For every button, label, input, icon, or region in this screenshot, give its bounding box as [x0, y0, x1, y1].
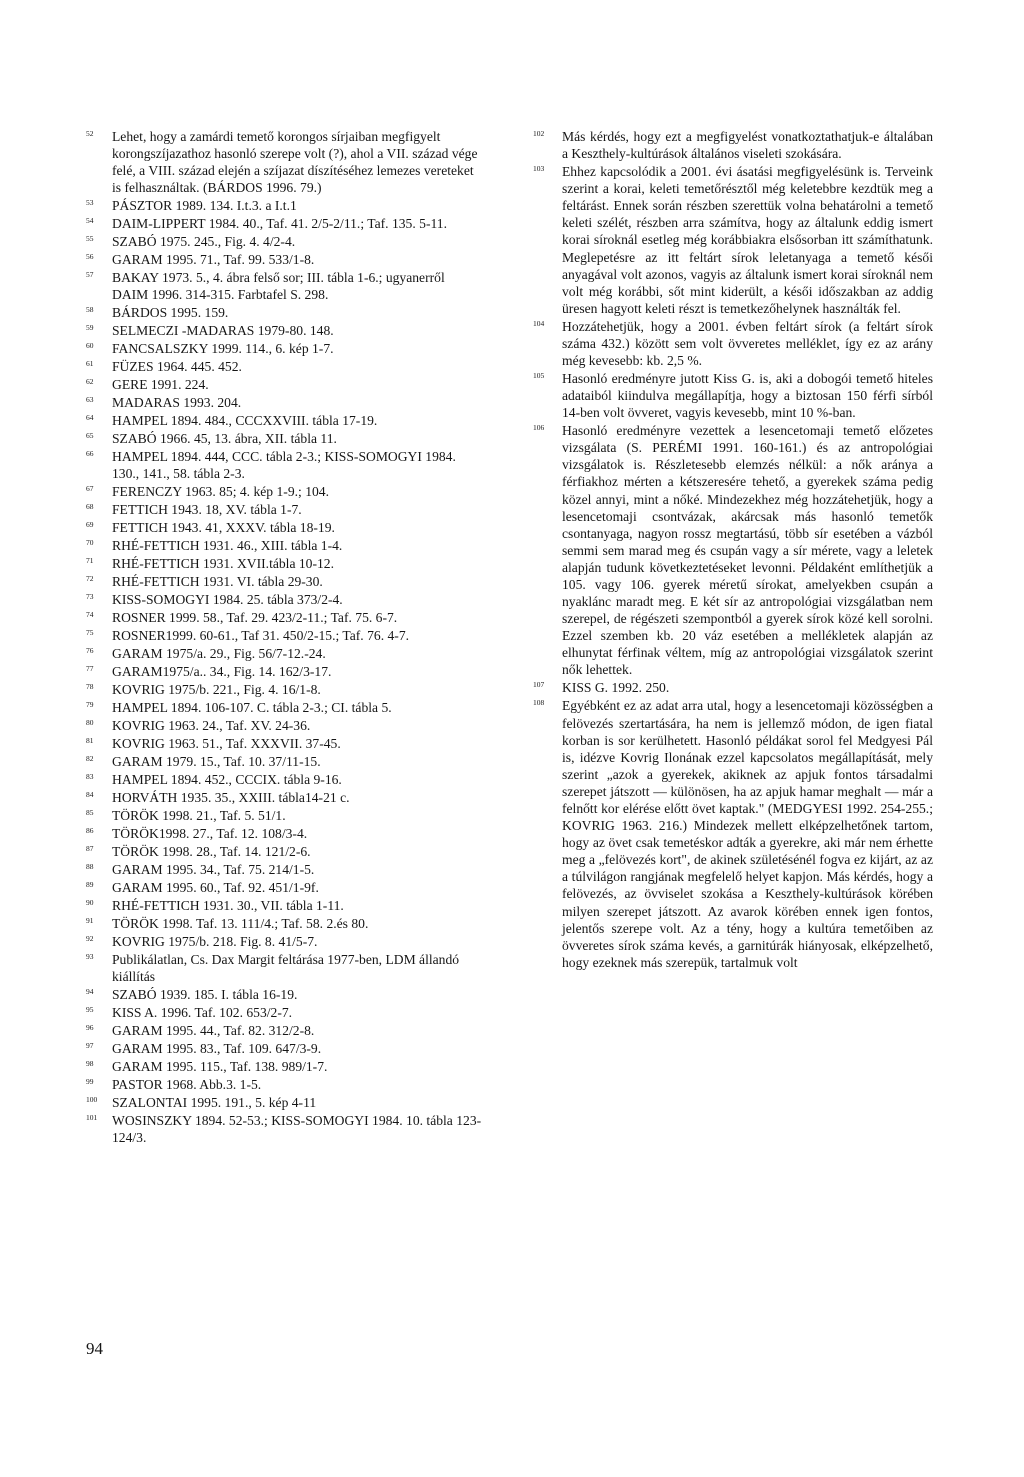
page-number: 94	[86, 1339, 103, 1358]
footnote-number: 100	[86, 1094, 98, 1104]
footnote-number: 72	[86, 574, 94, 584]
footnote	[86, 340, 484, 357]
footnote-number: 63	[86, 395, 94, 405]
footnote	[86, 645, 484, 662]
footnote-number: 98	[86, 1058, 94, 1068]
footnote-number: 88	[86, 861, 94, 871]
footnote-text: WOSINSZKY 1894. 52-53.; KISS-SOMOGYI 1984. 10. tábla 123-124/3.	[112, 1112, 482, 1145]
footnote-number: 85	[86, 807, 94, 817]
footnote-text: GARAM 1995. 60., Taf. 92. 451/1-9f.	[112, 879, 319, 895]
footnote	[86, 897, 484, 914]
footnote	[86, 843, 484, 860]
footnote-number: 83	[86, 771, 94, 781]
footnote	[86, 681, 484, 698]
footnote-number: 96	[86, 1022, 94, 1032]
footnote-text: KOVRIG 1963. 51., Taf. XXXVII. 37-45.	[112, 736, 341, 752]
footnote-text: KISS-SOMOGYI 1984. 25. tábla 373/2-4.	[112, 592, 343, 608]
footnote-number: 103	[533, 164, 545, 174]
footnote-number: 78	[86, 682, 94, 692]
footnote-text: GARAM 1979. 15., Taf. 10. 37/11-15.	[112, 754, 321, 769]
footnote	[86, 753, 484, 770]
footnote-text: MADARAS 1993. 204.	[112, 395, 242, 411]
footnote	[86, 304, 484, 321]
footnote-number: 71	[86, 556, 94, 566]
footnote	[86, 1076, 484, 1093]
footnote	[86, 430, 484, 447]
footnote-text: TÖRÖK 1998. 21., Taf. 5. 51/1.	[112, 807, 286, 823]
footnote-text: TÖRÖK1998. 27., Taf. 12. 108/3-4.	[112, 825, 308, 841]
footnote-text: FETTICH 1943. 41, XXXV. tábla 18-19.	[112, 520, 335, 536]
footnote-text: GARAM 1995. 71., Taf. 99. 533/1-8.	[112, 252, 315, 268]
footnote-text: FERENCZY 1963. 85; 4. kép 1-9.; 104.	[112, 484, 329, 500]
footnote-number: 91	[86, 915, 94, 925]
footnote	[86, 412, 484, 429]
footnote	[86, 609, 484, 626]
footnote-number: 86	[86, 825, 94, 835]
footnote	[533, 679, 933, 696]
footnote-text: HAMPEL 1894. 444, CCC. tábla 2-3.; KISS-SOMOGYI 1984. 130., 141., 58. tábla 2-3.	[112, 449, 456, 482]
footnote-number: 84	[86, 789, 94, 799]
footnote-number: 64	[86, 413, 94, 423]
footnote-text: SZABÓ 1939. 185. I. tábla 16-19.	[112, 986, 298, 1002]
footnote	[533, 422, 933, 678]
footnote-text: GARAM 1995. 34., Taf. 75. 214/1-5.	[112, 861, 315, 877]
footnote-number: 61	[86, 359, 94, 369]
footnote-text: KOVRIG 1963. 24., Taf. XV. 24-36.	[112, 718, 311, 734]
footnote-text: KISS A. 1996. Taf. 102. 653/2-7.	[112, 1004, 293, 1020]
footnote-number: 92	[86, 933, 94, 943]
footnote-text: FÜZES 1964. 445. 452.	[112, 359, 242, 375]
footnote-text: RHÉ-FETTICH 1931. VI. tábla 29-30.	[112, 574, 323, 590]
footnote-number: 67	[86, 484, 94, 494]
footnotes-right-column	[533, 128, 933, 972]
footnote-text: RHÉ-FETTICH 1931. 46., XIII. tábla 1-4.	[112, 538, 343, 554]
footnote-number: 59	[86, 323, 94, 333]
footnote-text: HAMPEL 1894. 106-107. C. tábla 2-3.; CI. tábla 5.	[112, 700, 392, 716]
footnote-text: GARAM 1995. 44., Taf. 82. 312/2-8.	[112, 1022, 315, 1038]
footnote-number: 99	[86, 1076, 94, 1086]
footnote	[86, 1058, 484, 1075]
footnote-number: 90	[86, 897, 94, 907]
footnote-text: SZALONTAI 1995. 191., 5. kép 4-11	[112, 1094, 317, 1110]
footnote	[86, 789, 484, 806]
footnote	[86, 951, 484, 985]
footnote-number: 68	[86, 502, 94, 512]
footnote	[533, 318, 933, 369]
footnote-number: 54	[86, 216, 94, 226]
footnote-number: 58	[86, 305, 94, 315]
footnote	[86, 825, 484, 842]
footnote-number: 57	[86, 270, 94, 280]
footnote	[86, 879, 484, 896]
footnote-number: 60	[86, 341, 94, 351]
footnote-number: 73	[86, 592, 94, 602]
footnote	[86, 1112, 484, 1146]
footnote	[86, 1004, 484, 1021]
footnote-number: 97	[86, 1040, 94, 1050]
footnote-text: GARAM 1975/a. 29., Fig. 56/7-12.-24.	[112, 646, 326, 662]
footnote-number: 108	[533, 698, 545, 708]
footnote-text: Publikálatlan, Cs. Dax Margit feltárása 1977-ben, LDM állandó kiállítás	[112, 951, 460, 984]
footnote	[86, 1022, 484, 1039]
footnote-text: Hasonló eredményre vezettek a lesencetomaji temető előzetes vizsgálata (S. PERÉMI 1991. 160-161.) és az antropológiai vizsgálatok is. Részletesebb elemzés nélkül: a nők aránya a férfiakhoz mérten a kétszeresére tehető, a gyerekek száma pedig közel annyi, mint a nőké. Mindezekhez még hozzátehetjük, hogy a lesencetomaji csontvázak, akárcsak más hasonló temetők csontanyaga, nagyon rossz megtartású, több sír esetében a vázból semmi sem marad meg és csupán vagy a sír mérete, vagy a leletek alapján tudunk következtetéseket levonni. Példaként említhetjük a 105. vagy 106. gyerek méretű sírokat, amelyekben csupán a nyaklánc maradt meg. E két sír az antropológiai vizsgálatban nem szerepel, de régészeti szempontból a gyerek sírok közé kell sorolni. Ezzel szemben kb. 20 váz esetében a mellékletek alapján az elhunytat férfinak véltem, míg az antropológiai vizsgálatok szerint nők lehettek.	[562, 423, 933, 678]
footnote-text: Lehet, hogy a zamárdi temető korongos sírjaiban megfigyelt korongszíjazathoz hasonló szerepe volt (?), ahol a VII. század vége felé, a VIII. század elején a szíjazat díszítéséhez lemezes vereteket is felhasználtak. (BÁRDOS 1996. 79.)	[112, 129, 478, 196]
footnote-text: Egyébként ez az adat arra utal, hogy a lesencetomaji közösségben a felövezés szertartására, ha nem is jellemző módon, de igen fiatal korban is sor kerülhetett. Hasonló példákat sorol fel Medgyesi Pál is, idézve Kovrig Ilonának ezzel kapcsolatos megállapítását, mely szerint „azok a gyerekek, akiknek az apjuk fontos társadalmi szerepet játszott — különösen, ha az apjuk hamar meghalt — már a felnőtt kor elérése előtt övet kaptak." (MEDGYESI 1992. 254-255.; KOVRIG 1963. 216.) Mindezek mellett elképzelhetőnek tartom, hogy az övet csak temetéskor adták a gyerekre, aki már nem érhette meg a „felövezés kort", de akinek születésénél fogva ez kijárt, az az a túlvilágon rangjának megfelelő helyet kapjon. Más kérdés, hogy a felövezés, az övviselet szokása a Keszthely-kultúrások körében milyen szerepet játszott. Az avarok körében ennek igen fontos, jelentős szerepe volt. Az a tény, hogy a kultúra temetőiben az övveretes sírok száma kevés, a garnitúrák hiányosak, elképzelhető, hogy ezeknek más szerepük, tartalmuk volt	[562, 698, 933, 970]
footnote-number: 102	[533, 129, 545, 138]
footnote	[86, 771, 484, 788]
footnote-number: 94	[86, 986, 94, 996]
footnote-number: 52	[86, 129, 94, 138]
footnote-number: 104	[533, 318, 545, 328]
footnote	[86, 717, 484, 734]
footnote-text: KOVRIG 1975/b. 218. Fig. 8. 41/5-7.	[112, 933, 318, 949]
footnote-text: HAMPEL 1894. 452., CCCIX. tábla 9-16.	[112, 771, 342, 787]
footnote-number: 74	[86, 610, 94, 620]
footnote-text: FETTICH 1943. 18, XV. tábla 1-7.	[112, 502, 302, 518]
footnote	[86, 699, 484, 716]
footnote	[86, 483, 484, 500]
footnote	[86, 933, 484, 950]
footnote	[86, 915, 484, 932]
footnote-number: 81	[86, 736, 94, 746]
footnote	[86, 986, 484, 1003]
footnote-number: 77	[86, 664, 94, 674]
footnote-number: 79	[86, 700, 94, 710]
footnote-number: 55	[86, 234, 94, 244]
footnote	[86, 591, 484, 608]
footnote-text: GERE 1991. 224.	[112, 377, 209, 393]
footnote	[86, 807, 484, 824]
footnote-number: 69	[86, 520, 94, 530]
footnote	[86, 322, 484, 339]
footnote-number: 66	[86, 449, 94, 459]
footnote-text: GARAM 1995. 83., Taf. 109. 647/3-9.	[112, 1040, 322, 1056]
footnote	[86, 376, 484, 393]
footnote-text: GARAM1975/a.. 34., Fig. 14. 162/3-17.	[112, 664, 332, 680]
footnote-number: 80	[86, 718, 94, 728]
footnote-text: DAIM-LIPPERT 1984. 40., Taf. 41. 2/5-2/11.; Taf. 135. 5-11.	[112, 216, 447, 232]
footnote	[86, 573, 484, 590]
footnote-text: HORVÁTH 1935. 35., XXIII. tábla14-21 c.	[112, 789, 350, 805]
footnote-text: PÁSZTOR 1989. 134. I.t.3. a I.t.1	[112, 198, 297, 214]
footnote	[86, 537, 484, 554]
footnote-number: 65	[86, 431, 94, 441]
footnote-text: RHÉ-FETTICH 1931. 30., VII. tábla 1-11.	[112, 897, 344, 913]
footnote-number: 53	[86, 198, 94, 208]
footnote	[86, 663, 484, 680]
footnote	[86, 555, 484, 572]
footnote-number: 87	[86, 843, 94, 853]
footnote	[86, 1094, 484, 1111]
footnote-number: 76	[86, 646, 94, 656]
footnote-text: FANCSALSZKY 1999. 114., 6. kép 1-7.	[112, 341, 334, 357]
footnote-number: 95	[86, 1004, 94, 1014]
footnote	[86, 251, 484, 268]
footnote	[86, 358, 484, 375]
footnote	[86, 501, 484, 518]
footnote-text: TÖRÖK 1998. 28., Taf. 14. 121/2-6.	[112, 843, 311, 859]
footnote-text: Hasonló eredményre jutott Kiss G. is, aki a dobogói temető hiteles adataiból kiindulva megállapítja, hogy a biztosan 150 férfi sírból 14-ben volt övveret, vagyis kevesebb, mint 10 %-ban.	[562, 370, 933, 421]
footnote-text: ROSNER1999. 60-61., Taf 31. 450/2-15.; Taf. 76. 4-7.	[112, 628, 410, 644]
footnote	[86, 394, 484, 411]
footnote-number: 106	[533, 423, 545, 433]
footnote-number: 107	[533, 680, 545, 690]
footnote-number: 75	[86, 628, 94, 638]
footnote-number: 56	[86, 252, 94, 262]
footnote	[86, 861, 484, 878]
footnote-text: BAKAY 1973. 5., 4. ábra felső sor; III. tábla 1-6.; ugyanerről DAIM 1996. 314-315. Farbtafel S. 298.	[112, 270, 445, 303]
footnote-number: 62	[86, 377, 94, 387]
footnote	[533, 697, 933, 971]
footnote-text: GARAM 1995. 115., Taf. 138. 989/1-7.	[112, 1058, 328, 1074]
footnote-text: BÁRDOS 1995. 159.	[112, 305, 229, 321]
footnote-text: SELMECZI -MADARAS 1979-80. 148.	[112, 323, 334, 339]
footnote-text: SZABÓ 1966. 45, 13. ábra, XII. tábla 11.	[112, 431, 337, 447]
footnote	[86, 627, 484, 644]
footnotes-left-column	[86, 128, 484, 1147]
footnote-text: PASTOR 1968. Abb.3. 1-5.	[112, 1076, 262, 1092]
footnote-number: 89	[86, 879, 94, 889]
footnote	[86, 269, 484, 303]
footnote-number: 93	[86, 951, 94, 961]
footnote	[86, 128, 484, 196]
footnote	[86, 519, 484, 536]
footnote	[86, 197, 484, 214]
footnote-text: HAMPEL 1894. 484., CCCXXVIII. tábla 17-19.	[112, 413, 378, 429]
footnote	[86, 448, 484, 482]
footnote-text: TÖRÖK 1998. Taf. 13. 111/4.; Taf. 58. 2.és 80.	[112, 915, 369, 931]
footnote	[86, 233, 484, 250]
footnote-number: 101	[86, 1112, 98, 1122]
footnote	[86, 735, 484, 752]
footnote-text: SZABÓ 1975. 245., Fig. 4. 4/2-4.	[112, 234, 296, 250]
footnote-number: 82	[86, 754, 94, 763]
footnote-text: KOVRIG 1975/b. 221., Fig. 4. 16/1-8.	[112, 682, 321, 698]
footnote-number: 70	[86, 538, 94, 548]
footnote-text: KISS G. 1992. 250.	[562, 680, 670, 696]
footnote-text: Hozzátehetjük, hogy a 2001. évben feltárt sírok (a feltárt sírok száma 432.) között sem volt övveretes melléklet, így ez az arány még kevesebb: kb. 2,5 %.	[562, 318, 933, 368]
footnote	[86, 215, 484, 232]
footnote	[533, 128, 933, 162]
footnote-text: Ehhez kapcsolódik a 2001. évi ásatási megfigyelésünk is. Terveink szerint a korai, keleti temetőrésztől még keletebbre kezdtük meg a feltárást. Ennek során részben szerettük volna behatárolni a temető keleti szélét, részben arra számítva, hogy az általunk eddig ismert korai síroknál esetleg még korábbiakra elsősorban itt számíthatunk. Meglepetésre az itt feltárt sírok leletanyaga a temető késői anyagával volt azonos, vagyis az általunk ismert korai síroknál nem volt még korábbi, sőt mint kiderült, a késői időszakban az addig üresen hagyott keleti részt is temetkezőhelynek használták fel.	[562, 164, 933, 316]
footnote-number: 105	[533, 370, 545, 380]
footnote-text: ROSNER 1999. 58., Taf. 29. 423/2-11.; Taf. 75. 6-7.	[112, 610, 398, 626]
footnote	[86, 1040, 484, 1057]
footnote-text: RHÉ-FETTICH 1931. XVII.tábla 10-12.	[112, 556, 334, 572]
footnote-text: Más kérdés, hogy ezt a megfigyelést vonatkoztathatjuk-e általában a Keszthely-kultúrások általános viseleti szokására.	[562, 129, 933, 162]
footnote	[533, 370, 933, 421]
footnote	[533, 163, 933, 317]
